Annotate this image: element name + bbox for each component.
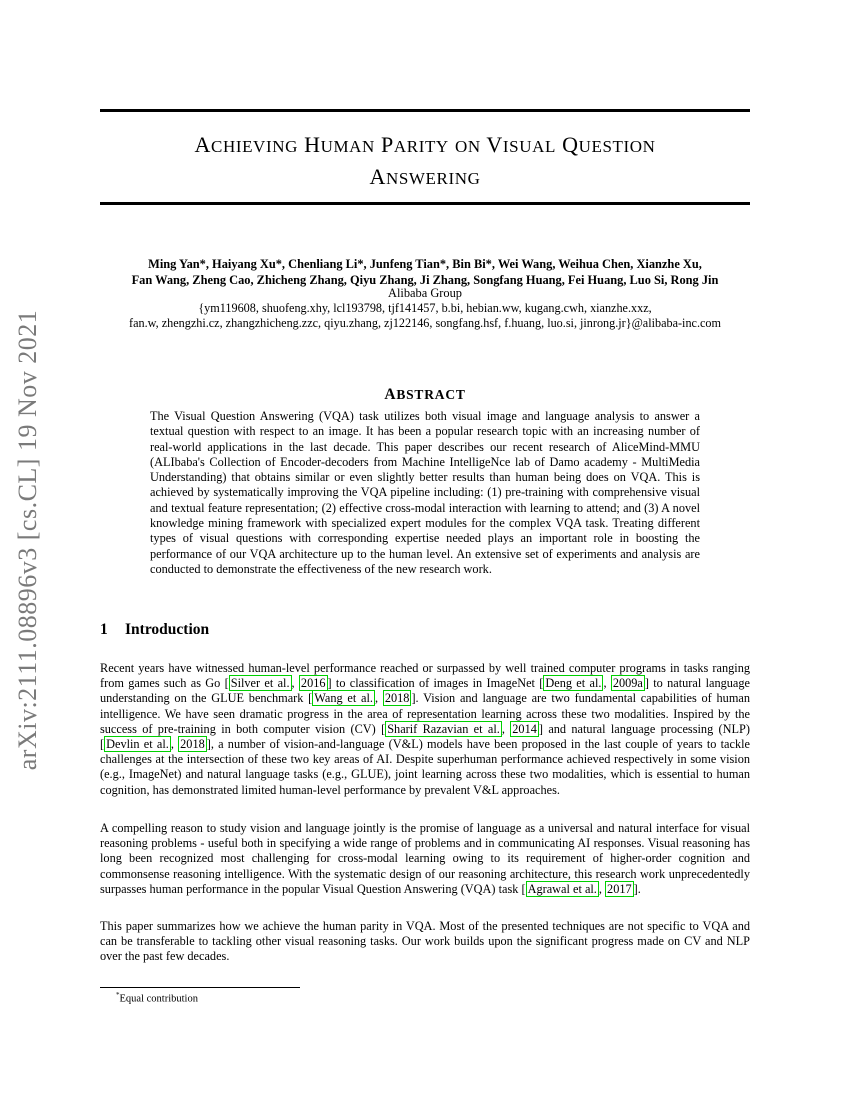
title-word: HUMAN: [304, 132, 375, 157]
citation-link[interactable]: Devlin et al.: [106, 737, 169, 752]
citation-link[interactable]: 2017: [607, 881, 632, 896]
title-top-rule: [100, 109, 750, 112]
citation-link[interactable]: 2016: [300, 676, 326, 691]
intro-paragraph-3: This paper summarizes how we achieve the human parity in VQA. Most of the presented techniques are not specific to VQA and can be transferable to tackling other visual reasoning tasks. Our work builds upon the significant progress made on CV and NLP over the past few decades.: [100, 919, 750, 964]
author-line: Ming Yan*, Haiyang Xu*, Chenliang Li*, Junfeng Tian*, Bin Bi*, Wei Wang, Weihua Chen, Xianzhe Xu,: [148, 257, 702, 271]
citation-link[interactable]: Wang et al.: [314, 691, 373, 706]
citation-link[interactable]: 2009a: [612, 676, 643, 691]
title-word: ANSWERING: [369, 164, 481, 189]
section-heading: [100, 621, 209, 639]
title-word: PARITY: [381, 132, 449, 157]
citation-link[interactable]: Agrawal et al.: [527, 881, 597, 896]
citation-link[interactable]: 2018: [180, 737, 205, 752]
arxiv-identifier: arXiv:2111.08896v3 [cs.CL] 19 Nov 2021: [13, 309, 42, 771]
author-line: Fan Wang, Zheng Cao, Zhicheng Zhang, Qiyu Zhang, Ji Zhang, Songfang Huang, Fei Huang, Luo Si, Rong Jin: [131, 273, 719, 287]
citation-link[interactable]: Sharif Razavian et al.: [387, 721, 500, 736]
intro-paragraph-1: Recent years have witnessed human-level performance reached or surpassed by well trained computer programs in tasks ranging from games such as Go [ Silver et al. , 2016 ] to classification of images in ImageNet [ Deng et al. , 2009a ] to natural language understanding on the GLUE benchmark [ Wang et al. , 2018 ]. Vision and language are two fundamental capabilities of human intelligence. We have seen dramatic progress in the area of representation learning across these two modalities. Inspired by the success of pre-training in both computer vision (CV) [ Sharif Razavian et al. , 2014 ] and natural language processing (NLP) [ Devlin et al. , 2018 ], a number of vision-and-language (V&L) models have been proposed in the last couple of years to tackle challenges at the intersection of these two key areas of AI. Despite superhuman performance achieved respectively in some vision (e.g., ImageNet) and natural language tasks (e.g., GLUE), joint learning across these two modalities, which is essential to human cognition, has demonstrated limited human-level performance by prevalent V&L approaches.: [100, 661, 751, 797]
arxiv-sidebar: [0, 300, 60, 780]
affiliation: Alibaba Group: [388, 286, 462, 300]
footnote-text: Equal contribution: [119, 993, 198, 1005]
email-line: fan.w, zhengzhi.cz, zhangzhicheng.zzc, qiyu.zhang, zj122146, songfang.hsf, f.huang, luo.si, jinrong.jr}@alibaba-inc.com: [129, 316, 721, 330]
intro-paragraph-2: A compelling reason to study vision and language jointly is the promise of language as a universal and natural interface for visual reasoning problems - useful both in specifying a wide range of problems and in communicating AI responses. Visual reasoning has long been recognized most challenging for cross-modal learning owing to its requirement of higher-order cognition and commonsense reasoning intelligence. With the systematic design of our reasoning architecture, this research work unprecedentedly surpasses human performance in the popular Visual Question Answering (VQA) task [ Agrawal et al. , 2017 ].: [100, 821, 750, 896]
abstract-text: The Visual Question Answering (VQA) task utilizes both visual image and language analysis to answer a textual question with respect to an image. It has been a popular research topic with an increasing number of real-world applications in the last decade. This paper describes our recent research of AliceMind-MMU (ALIbaba's Collection of Encoder-decoders from Machine IntelligeNce lab of Damo academy - MultiMedia Understanding) that obtains similar or even slightly better results than human being does on VQA. This is achieved by systematically improving the VQA pipeline including: (1) pre-training with comprehensive visual and textual feature representation; (2) effective cross-modal interaction with learning to attend; and (3) A novel knowledge mining framework with specialized expert modules for the complex VQA task. Treating different types of visual questions with corresponding expertise needed plays an important role in boosting the performance of our VQA architecture up to the human level. An extensive set of experiments and analysis are conducted to demonstrate the effectiveness of the new research work.: [150, 409, 700, 576]
citation-link[interactable]: 2014: [512, 721, 537, 736]
author-list: [100, 256, 750, 288]
citation-link[interactable]: Silver et al.: [230, 676, 290, 691]
paper-title: [100, 130, 750, 194]
title-word: QUESTION: [562, 132, 656, 157]
section-title: Introduction: [125, 621, 210, 638]
abstract-heading: ABSTRACT: [384, 386, 466, 403]
author-emails: [100, 301, 750, 331]
citation-link[interactable]: Deng et al.: [545, 676, 602, 691]
footnote-rule: [100, 987, 300, 988]
title-word: ACHIEVING: [194, 132, 298, 157]
title-word: ON: [454, 137, 481, 156]
footnote: [116, 989, 198, 1006]
title-word: VISUAL: [486, 132, 556, 157]
email-line: {ym119608, shuofeng.xhy, lcl193798, tjf141457, b.bi, hebian.ww, kugang.cwh, xianzhe.xxz,: [198, 301, 652, 315]
title-bottom-rule: [100, 202, 750, 205]
citation-link[interactable]: 2018: [384, 691, 410, 706]
section-number: 1: [100, 621, 108, 638]
footnote-mark: *: [116, 991, 120, 999]
